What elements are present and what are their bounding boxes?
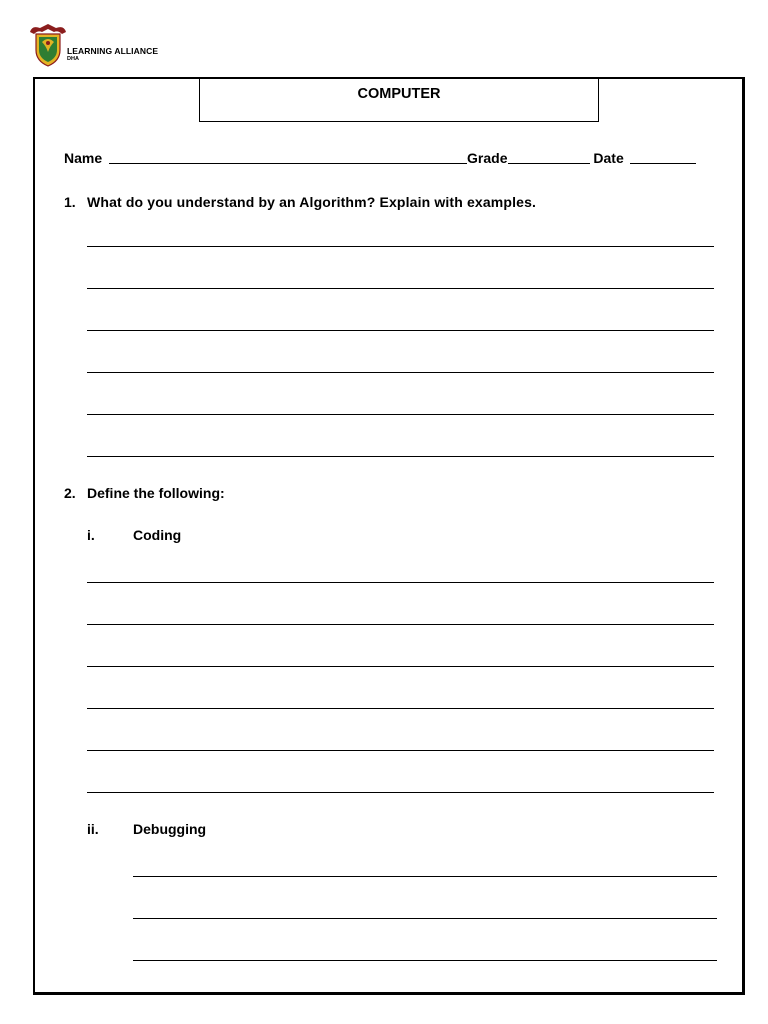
question-1-number: 1. <box>64 194 76 210</box>
answer-line[interactable] <box>133 918 717 919</box>
school-crest-icon <box>28 22 68 68</box>
date-label: Date <box>593 150 624 166</box>
part-ii-numeral: ii. <box>87 821 99 837</box>
date-field[interactable] <box>630 150 696 164</box>
answer-line[interactable] <box>87 792 714 793</box>
answer-line[interactable] <box>87 666 714 667</box>
part-i-numeral: i. <box>87 527 95 543</box>
student-info-row <box>64 150 696 166</box>
answer-line[interactable] <box>87 456 714 457</box>
answer-line[interactable] <box>87 330 714 331</box>
answer-line[interactable] <box>87 582 714 583</box>
school-logo <box>28 22 178 70</box>
part-i-label: Coding <box>133 527 182 543</box>
answer-line[interactable] <box>87 246 714 247</box>
name-label: Name <box>64 150 103 166</box>
page-title: COMPUTER <box>357 86 441 102</box>
grade-label: Grade <box>467 150 508 166</box>
part-ii-label: Debugging <box>133 821 207 837</box>
question-1-text: What do you understand by an Algorithm? Explain with examples. <box>87 194 537 210</box>
answer-line[interactable] <box>87 414 714 415</box>
title-box <box>199 78 599 122</box>
question-2-text: Define the following: <box>87 485 225 501</box>
name-field[interactable] <box>109 150 467 164</box>
logo-name: LEARNING ALLIANCE <box>67 46 159 56</box>
answer-line[interactable] <box>133 960 717 961</box>
answer-line[interactable] <box>87 288 714 289</box>
answer-line[interactable] <box>133 876 717 877</box>
answer-line[interactable] <box>87 750 714 751</box>
grade-field[interactable] <box>508 150 590 164</box>
question-2-number: 2. <box>64 485 76 501</box>
answer-line[interactable] <box>87 624 714 625</box>
answer-line[interactable] <box>87 372 714 373</box>
answer-line[interactable] <box>87 708 714 709</box>
logo-subtitle: DHA <box>67 56 79 62</box>
